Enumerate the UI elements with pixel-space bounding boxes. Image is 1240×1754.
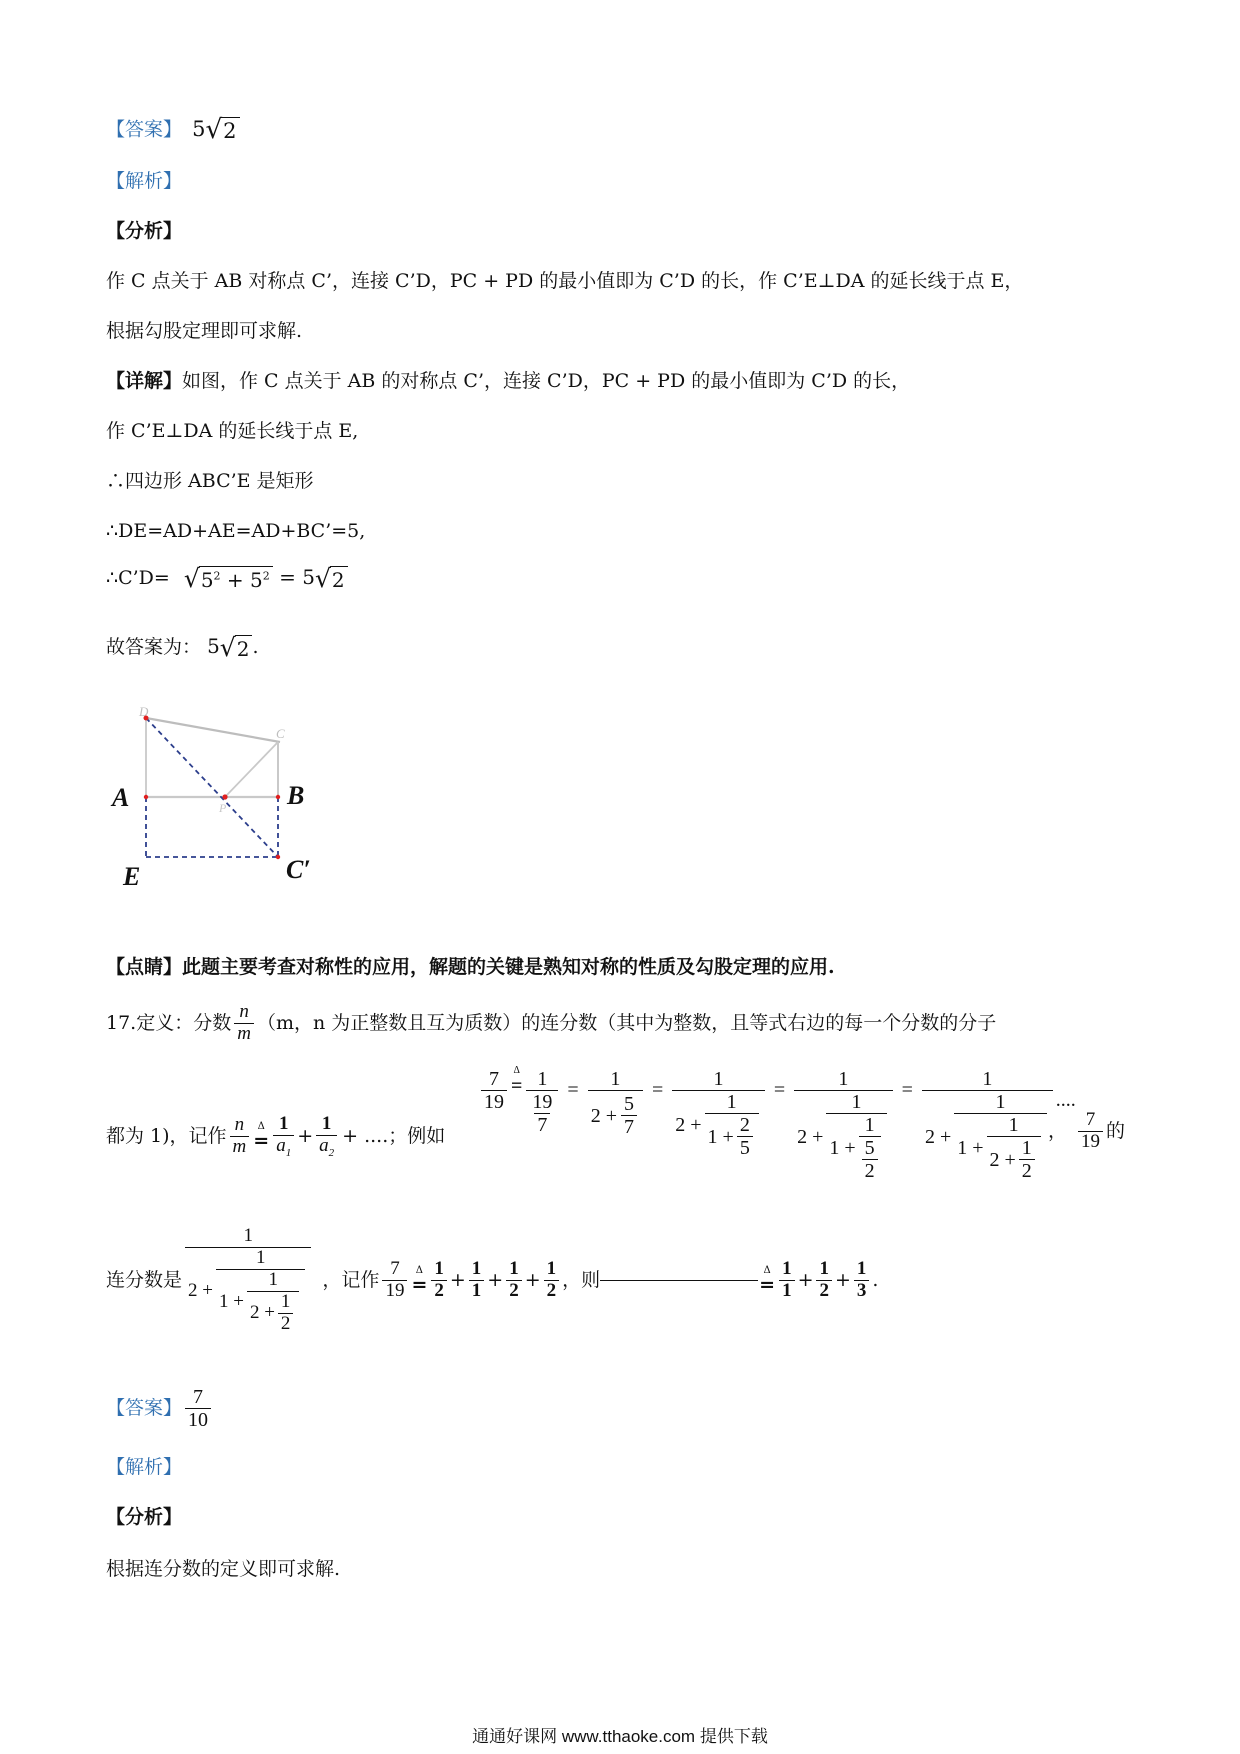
q17-line2-mid: ；例如 [388,1124,446,1147]
sqrt-expression: √ $5^2 + 5^2$ = 5 √ 2 [184,565,348,589]
detail-l6-suffix: . [252,636,259,658]
detail-line-6 [106,635,259,660]
q17-line-3: 连分数是 1 2 + 1 1 + 1 2 + $\frac{1}{2}$ ，记作 $\frac{7}{19}$ Δ = $\frac{1}{2}$ + $\frac{1}{1}$ + $\frac{1}{2}$ + $\frac{1}{2}$ ，则 Δ = $\frac{1}{1}$ + $\frac{1}{2}$ + $\frac{1}{3}$ . [106,1225,879,1334]
q17-line-1 [106,1002,996,1045]
frac-1-2-d: $\frac{1}{2}$ [816,1259,832,1302]
frac-7-19-b: $\frac{7}{19}$ [1078,1110,1103,1153]
frac-1-1: $\frac{1}{1}$ [469,1259,485,1302]
answer-tag-2: 【答案】 [106,1397,183,1419]
frac-n-m-2: $\frac{n}{m}$ [230,1115,250,1158]
detail-line-2: 作 C’E⊥DA 的延长线于点 E, [106,420,359,442]
answer-line-2 [106,1386,214,1431]
answer-line-1 [106,117,240,143]
cf-of-7-19: 1 2 + 1 1 + 1 2 + $\frac{1}{2}$ [182,1226,314,1334]
detail-line-5 [106,566,348,591]
frac-1-1-b: $\frac{1}{1}$ [779,1259,795,1302]
fraction-n-over-m: $\frac{n}{m}$ [234,1002,254,1045]
cf-step-4: 1 2 + 1 1 + 1 2 + $\frac{1}{2}$ [922,1068,1053,1182]
cf-step-2: 1 2 + 1 1 + $\frac{2}{5}$ [672,1068,765,1159]
detail-l6-prefix: 故答案为： [106,636,202,658]
answer-tag: 【答案】 [106,118,183,141]
frac-1-3: $\frac{1}{3}$ [854,1259,870,1302]
dianjing-tag: 【点睛】 [106,956,183,978]
segment-PC [225,742,278,797]
frac-1-2-a: $\frac{1}{2}$ [431,1259,447,1302]
label-E: E [123,862,141,891]
example-continued-fraction: $\frac{7}{19}$ Δ = $\frac{1}{\frac{19}{7}}$ = 1 2 + $\frac{5}{7}$ = 1 2 + 1 1 + $\frac{2}{5}$ = 1 2 + 1 1 + $\frac{1}{\frac{5}{2}}$ = 1 2 + 1 1 + 1 2 + $\frac{1}{2}$ .... [478,1062,1076,1182]
label-B: B [287,781,305,810]
q17-line2-after: 的 [1106,1119,1126,1142]
fenxi-line-2: 根据勾股定理即可求解. [106,320,303,342]
fenxi2-text: 根据连分数的定义即可求解. [106,1558,341,1580]
page-footer: 通通好课网 www.tthaoke.com 提供下载 [472,1727,768,1746]
fenxi-line-1: 作 C 点关于 AB 对称点 C’，连接 C’D，PC + PD 的最小值即为 C’D 的长，作 C’E⊥DA 的延长线于点 E， [106,270,1024,292]
point-B [276,795,280,799]
cf-step-1: 1 2 + $\frac{5}{7}$ [588,1068,643,1138]
defeq-1: Δ = [511,1065,523,1097]
fenxi-tag-2: 【分析】 [106,1506,183,1528]
detail-line-1 [106,372,910,391]
answer-fraction: $\frac{7}{10}$ [185,1386,211,1431]
point-A [144,795,148,799]
frac-7-19-c: $\frac{7}{19}$ [382,1259,407,1302]
dianjing-line [106,958,835,977]
cf-step-3: 1 2 + 1 1 + $\frac{1}{\frac{5}{2}}$ [794,1068,893,1182]
q17-line2-prefix: 都为 1)，记作 [106,1124,227,1147]
label-A: A [112,783,130,812]
q17-line2-right: ， $\frac{7}{19}$ 的 [1048,1109,1126,1152]
detail-tag: 【详解】 [106,370,183,392]
answer-blank[interactable] [600,1280,758,1281]
frac-1-2-c: $\frac{1}{2}$ [544,1259,560,1302]
q17-intro-after: （m，n 为正整数且互为质数）的连分数（其中为整数，且等式右边的每一个分数的分子 [256,1011,997,1034]
defeq-3: Δ = [411,1264,428,1296]
analysis-tag-2: 【解析】 [106,1456,183,1478]
detail-line-4: ∴DE=AD+AE=AD+BC’=5, [106,520,366,542]
q17-line3-prefix: 连分数是 [106,1268,183,1291]
frac-7-19: $\frac{7}{19}$ [481,1068,507,1113]
defeq-4: Δ = [759,1264,776,1296]
q17-line-2: 都为 1)，记作 $\frac{n}{m}$ Δ = $\frac{1}{a_1}$ + $\frac{1}{a_2}$ + .... ；例如 [106,1113,446,1159]
detail-l6-value: 5 √ 2 [207,634,252,658]
label-C-prime: C′ [286,855,311,884]
q17-intro: 17.定义：分数 [106,1011,232,1034]
q17-line3-mid: ，记作 [322,1268,380,1291]
q17-line3-end: . [872,1268,879,1291]
label-P: P [219,801,227,815]
answer-value: 5 √ 2 [192,117,239,141]
q17-line3-then: ，则 [562,1268,601,1291]
geometry-figure [108,700,338,900]
point-P [222,794,227,799]
frac-1-over-19-7: $\frac{1}{\frac{19}{7}}$ [526,1068,558,1136]
label-C: C [276,726,285,741]
label-D: D [139,704,149,719]
point-C-prime [276,855,280,859]
detail-line-3: ∴四边形 ABC’E 是矩形 [106,470,314,492]
dianjing-text: 此题主要考查对称性的应用，解题的关键是熟知对称的性质及勾股定理的应用. [182,956,835,978]
analysis-tag: 【解析】 [106,170,183,192]
frac-1-2-b: $\frac{1}{2}$ [506,1259,522,1302]
defeq-2: Δ = [253,1120,270,1152]
detail-text-1: 如图，作 C 点关于 AB 的对称点 C’，连接 C’D，PC + PD 的最小值即为 C’D 的长， [182,370,911,392]
detail-l5-prefix: ∴C’D= [106,567,170,589]
frac-1-a2: $\frac{1}{a_2}$ [316,1114,337,1159]
fenxi-tag: 【分析】 [106,220,183,242]
frac-1-a1: $\frac{1}{a_1}$ [273,1114,294,1159]
